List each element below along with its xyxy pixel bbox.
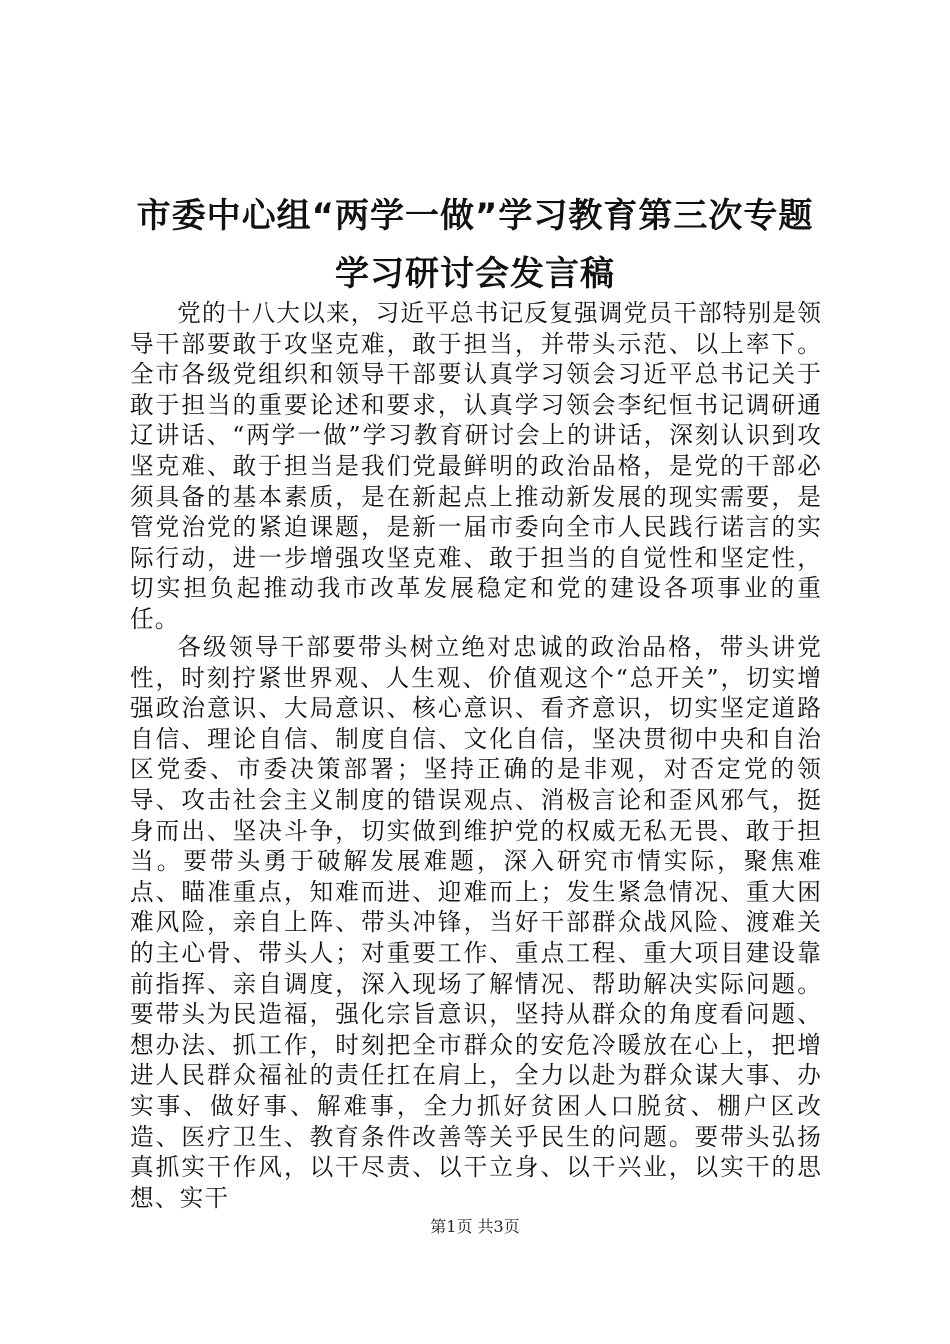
document-title-line-2: 学习研讨会发言稿 [335, 254, 615, 294]
document-title-line-1: 市委中心组“两学一做”学习教育第三次专题 [136, 196, 814, 236]
body-paragraph-2: 各级领导干部要带头树立绝对忠诚的政治品格，带头讲党性，时刻拧紧世界观、人生观、价值观这个“总开关”，切实增强政治意识、大局意识、核心意识、看齐意识，切实坚定道路自信、理论自信、制度自信、文化自信，坚决贯彻中央和自治区党委、市委决策部署；坚持正确的是非观，对否定党的领导、攻击社会主义制度的错误观点、消极言论和歪风邪气，挺身而出、坚决斗争，切实做到维护党的权威无私无畏、敢于担当。要带头勇于破解发展难题，深入研究市情实际，聚焦难点、瞄准重点，知难而进、迎难而上；发生紧急情况、重大困难风险，亲自上阵、带头冲锋，当好干部群众战风险、渡难关的主心骨、带头人；对重要工作、重点工程、重大项目建设靠前指挥、亲自调度，深入现场了解情况、帮助解决实际问题。要带头为民造福，强化宗旨意识，坚持从群众的角度看问题、想办法、抓工作，时刻把全市群众的安危冷暖放在心上，把增进人民群众福祉的责任扛在肩上，全力以赴为群众谋大事、办实事、做好事、解难事，全力抓好贫困人口脱贫、棚户区改造、医疗卫生、教育条件改善等关乎民生的问题。要带头弘扬真抓实干作风，以干尽责、以干立身、以干兴业，以实干的思想、实干 [130, 633, 822, 1212]
body-paragraph-1: 党的十八大以来，习近平总书记反复强调党员干部特别是领导干部要敢于攻坚克难，敢于担当，并带头示范、以上率下。全市各级党组织和领导干部要认真学习领会习近平总书记关于敢于担当的重要论述和要求，认真学习领会李纪恒书记调研通辽讲话、“两学一做”学习教育研讨会上的讲话，深刻认识到攻坚克难、敢于担当是我们党最鲜明的政治品格，是党的干部必须具备的基本素质，是在新起点上推动新发展的现实需要，是管党治党的紧迫课题，是新一届市委向全市人民践行诺言的实际行动，进一步增强攻坚克难、敢于担当的自觉性和坚定性，切实担负起推动我市改革发展稳定和党的建设各项事业的重任。 [130, 299, 822, 633]
page-number-footer: 第1页 共3页 [430, 1217, 520, 1236]
